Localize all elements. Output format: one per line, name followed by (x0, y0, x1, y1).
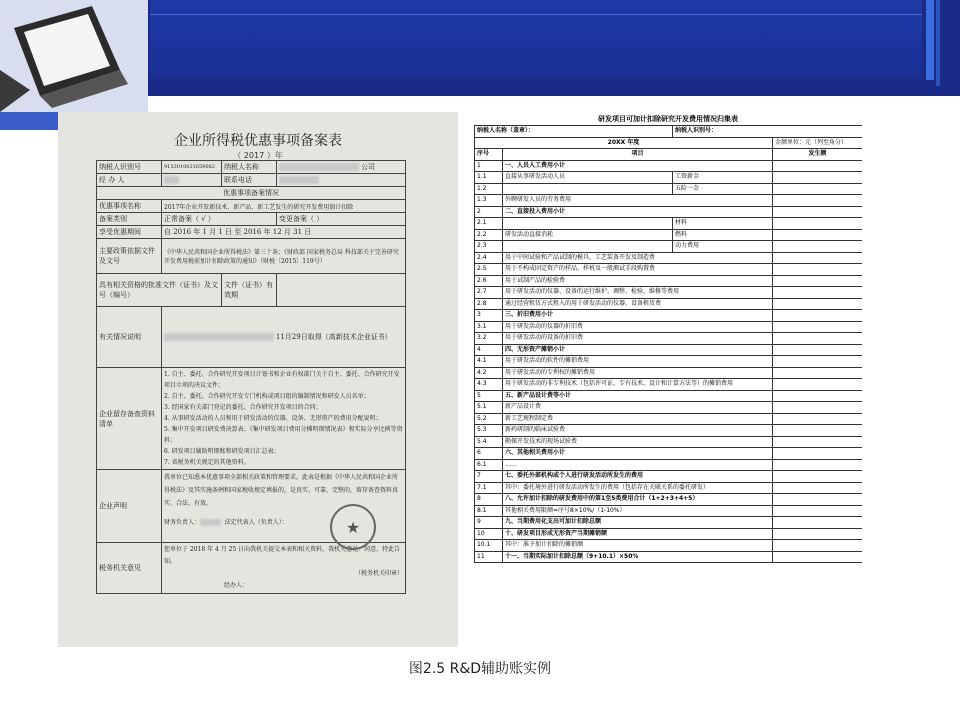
row-no: 10.1 (475, 540, 503, 552)
row-amount (773, 229, 862, 241)
cell-label: 享受优惠期间 (97, 226, 162, 239)
row-item (503, 183, 673, 195)
row-item: 用于研发活动的设备的折旧费 (503, 333, 773, 345)
row-no: 2.4 (475, 252, 503, 264)
row-item: 五、新产品设计费等小计 (503, 390, 773, 402)
year-label: 20XX 年度 (475, 137, 773, 149)
row-item: 其他相关费用限额=序号8×10%/（1-10%） (503, 505, 773, 517)
row-item: 直接从事研发活动人员 (503, 172, 673, 184)
row-amount (773, 494, 862, 506)
list-item: 1. 自主、委托、合作研究开发项目计划书和企业有权部门关于自主、委托、合作研究开发项目立项的决议文件； (164, 371, 400, 389)
table-row (475, 183, 863, 195)
list-item: 3. 经国家有关部门登记的委托、合作研究开发项目的合同； (164, 404, 322, 411)
official-seal-icon (328, 502, 378, 552)
table-row (475, 482, 863, 494)
cell-value (162, 174, 222, 187)
filing-form-scan (58, 112, 458, 647)
row-no: 7.1 (475, 482, 503, 494)
row-amount (773, 252, 862, 264)
table-row (475, 333, 863, 345)
row-subitem: 燃料 (673, 229, 773, 241)
row-amount (773, 413, 862, 425)
row-item: 用于研发活动的仪器、设备的运行维护、调整、检验、维修等费用 (503, 287, 773, 299)
taxpayer-name-label: 纳税人名称（盖章）： (475, 126, 673, 138)
cell-label: 经 办 人 (97, 174, 162, 187)
row-amount (773, 333, 862, 345)
header-no: 序号 (475, 149, 503, 161)
row-item: 九、当期费用化支出可加计扣除总额 (503, 517, 773, 529)
row-amount (773, 310, 862, 322)
row-item: 六、其他相关费用小计 (503, 448, 773, 460)
row-amount (773, 551, 862, 563)
table-row (475, 310, 863, 322)
table-row (475, 459, 863, 471)
table-row (475, 551, 863, 563)
cell-value: 11月29日取得（高新技术企业证书） (162, 307, 406, 368)
row-subitem: 工资薪金 (673, 172, 773, 184)
table-row (475, 241, 863, 253)
row-amount (773, 241, 862, 253)
table-row (475, 494, 863, 506)
row-no: 2.5 (475, 264, 503, 276)
row-no: 2.6 (475, 275, 503, 287)
unit-label: 金额单位：元（列至角分） (773, 137, 862, 149)
list-item: 5. 集中开发项目研发费决算表、《集中研发项目费用分摊明细情况表》和实际分享比例等资料； (164, 426, 403, 444)
cell-label: 优惠事项名称 (97, 200, 162, 213)
row-amount (773, 528, 862, 540)
cell-value: 《中华人民共和国企业所得税法》第三十条；《财政部 国家税务总局 科技部关于完善研究开发费用税前加计扣除政策的通知》（财税〔2015〕119号） (162, 239, 406, 274)
row-amount (773, 344, 862, 356)
header-accent-bar (926, 0, 934, 80)
table-row (475, 517, 863, 529)
svg-text:★: ★ (345, 518, 361, 537)
row-no: 3.2 (475, 333, 503, 345)
row-amount (773, 540, 862, 552)
table-row (475, 425, 863, 437)
table-row (475, 172, 863, 184)
cell-label: 税务机关意见 (97, 543, 162, 594)
cell-label: 纳税人识别号 (97, 161, 162, 174)
list-item: 6. 研发项目辅助明细账和研发项目汇总表； (164, 448, 280, 455)
row-item: 用于研发活动的专利权的摊销费用 (503, 367, 773, 379)
monitor-icon (0, 0, 148, 112)
row-item: 新药研制的临床试验费 (503, 425, 773, 437)
table-row (475, 195, 863, 207)
row-item: 其中：委托境外进行研发活动所发生的费用（包括存在关联关系的委托研发） (503, 482, 773, 494)
row-item: 其中：准予加计扣除的摊销额 (503, 540, 773, 552)
cell-value: 自 2016 年 1 月 1 日 至 2016 年 12 月 31 日 (162, 226, 406, 239)
header-accent-bar-2 (936, 0, 940, 86)
row-amount (773, 160, 862, 172)
row-item: 十、研发项目形成无形资产当期摊销额 (503, 528, 773, 540)
header-banner-panel (150, 0, 922, 78)
row-no: 1.3 (475, 195, 503, 207)
row-amount (773, 425, 862, 437)
table-row (475, 402, 863, 414)
table-row (475, 448, 863, 460)
row-item: 用于研发活动的软件的摊销费用 (503, 356, 773, 368)
row-no: 9 (475, 517, 503, 529)
row-item: 四、无形资产摊销小计 (503, 344, 773, 356)
list-item: 4. 从事研发活动的人员和用于研发活动的仪器、设备、无形资产的费用分配说明； (164, 415, 382, 422)
cell-value (277, 174, 406, 187)
row-amount (773, 356, 862, 368)
row-subitem: 五险一金 (673, 183, 773, 195)
row-item: 新产品设计费 (503, 402, 773, 414)
header-item: 项目 (503, 149, 773, 161)
row-amount (773, 298, 862, 310)
table-row (475, 287, 863, 299)
row-no: 10 (475, 528, 503, 540)
row-no: 2.1 (475, 218, 503, 230)
row-no: 5.3 (475, 425, 503, 437)
row-item: 用于研发活动的仪器的折旧费 (503, 321, 773, 333)
row-no: 2.8 (475, 298, 503, 310)
row-item: 二、直接投入费用小计 (503, 206, 773, 218)
form-title: 企业所得税优惠事项备案表 (174, 133, 342, 149)
row-amount (773, 218, 862, 230)
row-item: 三、折旧费用小计 (503, 310, 773, 322)
row-item: 用于研发活动的非专利技术（包括许可证、专有技术、设计和计算方法等）的摊销费用 (503, 379, 773, 391)
figure-caption: 图2.5 R&D辅助账实例 (408, 661, 552, 677)
table-row (475, 344, 863, 356)
cell-label: 主要政策依据文件及文号 (97, 239, 162, 274)
row-no: 2.2 (475, 229, 503, 241)
header-rule (150, 14, 922, 15)
signature-line: 财务负责人： 法定代表人（负责人）： (164, 519, 288, 526)
row-amount (773, 264, 862, 276)
table-row (475, 413, 863, 425)
row-no: 5 (475, 390, 503, 402)
row-item: 用于不构成固定资产的样品、样机及一般测试手段购置费 (503, 264, 773, 276)
row-no: 1 (475, 160, 503, 172)
table-row (475, 264, 863, 276)
row-amount (773, 195, 862, 207)
table-row (475, 206, 863, 218)
row-item: 用于中间试验和产品试制的模具、工艺装备开发及制造费 (503, 252, 773, 264)
cell-value: 公司 (277, 161, 406, 174)
list-item: 2. 自主、委托、合作研究开发专门机构或项目组的编制情况和研发人员名单； (164, 393, 370, 400)
list-item: 7. 省税务机关规定的其他资料。 (164, 459, 250, 466)
row-no: 2.7 (475, 287, 503, 299)
tax-opinion-text: 您单位于 2018 年 4 月 25 日向我机关提交本表和相关资料，我机关意见：同意，特此告知。 (164, 546, 401, 565)
cell-label: 纳税人名称 (222, 161, 277, 174)
row-no: 4.1 (475, 356, 503, 368)
row-item (503, 241, 673, 253)
cell-label: 有关情况说明 (97, 307, 162, 368)
row-no: 11 (475, 551, 503, 563)
row-amount (773, 275, 862, 287)
row-no: 6.1 (475, 459, 503, 471)
row-amount (773, 321, 862, 333)
row-amount (773, 172, 862, 184)
row-amount (773, 505, 862, 517)
table-row (475, 160, 863, 172)
row-no: 5.2 (475, 413, 503, 425)
table-row (475, 379, 863, 391)
row-no: 6 (475, 448, 503, 460)
cell-label: 联系电话 (222, 174, 277, 187)
table-row (475, 321, 863, 333)
row-amount (773, 390, 862, 402)
table-row (475, 471, 863, 483)
retained-list (162, 368, 406, 470)
monitor-logo (0, 0, 148, 112)
row-amount (773, 482, 862, 494)
header-amount: 发生额 (773, 149, 862, 161)
row-item: 通过经营租赁方式租入的用于研发活动的仪器、设备租赁费 (503, 298, 773, 310)
row-amount (773, 436, 862, 448)
table-row (475, 252, 863, 264)
row-no: 5.1 (475, 402, 503, 414)
row-no: 4.3 (475, 379, 503, 391)
table-row (475, 390, 863, 402)
row-amount (773, 471, 862, 483)
row-item: 勘探开发技术的现场试验费 (503, 436, 773, 448)
row-amount (773, 206, 862, 218)
cell-value: 正常备案（ √ ） (162, 213, 277, 226)
cell-label: 具有相关资格的批准文件（证书）及文号（编号） (97, 274, 222, 307)
table-row (475, 275, 863, 287)
section-header: 优惠事项备案情况 (97, 187, 406, 200)
table-row (475, 528, 863, 540)
table-row (475, 356, 863, 368)
table-row (475, 436, 863, 448)
cell-value (277, 274, 406, 307)
row-no: 3.1 (475, 321, 503, 333)
row-amount (773, 379, 862, 391)
row-item: 外聘研发人员的劳务费用 (503, 195, 773, 207)
row-item (503, 218, 673, 230)
row-no: 7 (475, 471, 503, 483)
cell-value: 变更备案（ ） (277, 213, 406, 226)
row-amount (773, 517, 862, 529)
row-amount (773, 448, 862, 460)
table-row (475, 218, 863, 230)
table-row (475, 229, 863, 241)
cell-label: 文件（证书）有效期 (222, 274, 277, 307)
cell-label: 备案类别 (97, 213, 162, 226)
row-no: 5.4 (475, 436, 503, 448)
row-item: 新工艺规程制定费 (503, 413, 773, 425)
table-row (475, 298, 863, 310)
tax-stamp: （税务机关印章） (354, 570, 403, 577)
taxpayer-id-label: 纳税人识别号： (673, 126, 862, 138)
row-amount (773, 367, 862, 379)
row-no: 1.2 (475, 183, 503, 195)
row-no: 2.3 (475, 241, 503, 253)
row-no: 4 (475, 344, 503, 356)
declaration-text: 我单位已知悉本优惠事项全部相关政策和管理要求。此表是根据《中华人民共和国企业所得税法》及其实施条例和国家税收规定填报的，是真实、可靠、完整的，留存备查资料真实、合法、有效。 (164, 474, 399, 507)
row-item: 七、委托外部机构或个人进行研发活动所发生的费用 (503, 471, 773, 483)
handler-sign: 经办人： (224, 582, 249, 589)
table-row (475, 540, 863, 552)
row-amount (773, 459, 862, 471)
cell-value: 9153010021659082 (162, 161, 222, 174)
row-amount (773, 402, 862, 414)
row-no: 1.1 (475, 172, 503, 184)
row-subitem: 材料 (673, 218, 773, 230)
row-item: 用于试制产品的检验费 (503, 275, 773, 287)
rd-expense-table (474, 125, 862, 563)
row-item: 十一、当期实际加计扣除总额（9+10.1）×50% (503, 551, 773, 563)
cell-value: 2017年企业开发新技术、新产品、新工艺发生的研究开发费用加计扣除 (162, 200, 406, 213)
row-no: 8 (475, 494, 503, 506)
cell-label: 企业留存备查资料清单 (97, 368, 162, 470)
row-no: 8.1 (475, 505, 503, 517)
row-no: 2 (475, 206, 503, 218)
row-item: 研发活动直接消耗 (503, 229, 673, 241)
row-amount (773, 183, 862, 195)
form-year: （ 2017 ）年 (233, 151, 283, 160)
table-row (475, 505, 863, 517)
row-item: …… (503, 459, 773, 471)
row-no: 3 (475, 310, 503, 322)
row-item: 一、人员人工费用小计 (503, 160, 773, 172)
rd-expense-table-doc (474, 114, 862, 636)
row-amount (773, 287, 862, 299)
row-no: 4.2 (475, 367, 503, 379)
row-subitem: 动力费用 (673, 241, 773, 253)
row-item: 八、允许加计扣除的研发费用中的第1至5类费用合计（1+2+3+4+5） (503, 494, 773, 506)
cell-label: 企业声明 (97, 470, 162, 543)
rd-table-title: 研发项目可加计扣除研究开发费用情况归集表 (598, 115, 738, 123)
table-row (475, 367, 863, 379)
